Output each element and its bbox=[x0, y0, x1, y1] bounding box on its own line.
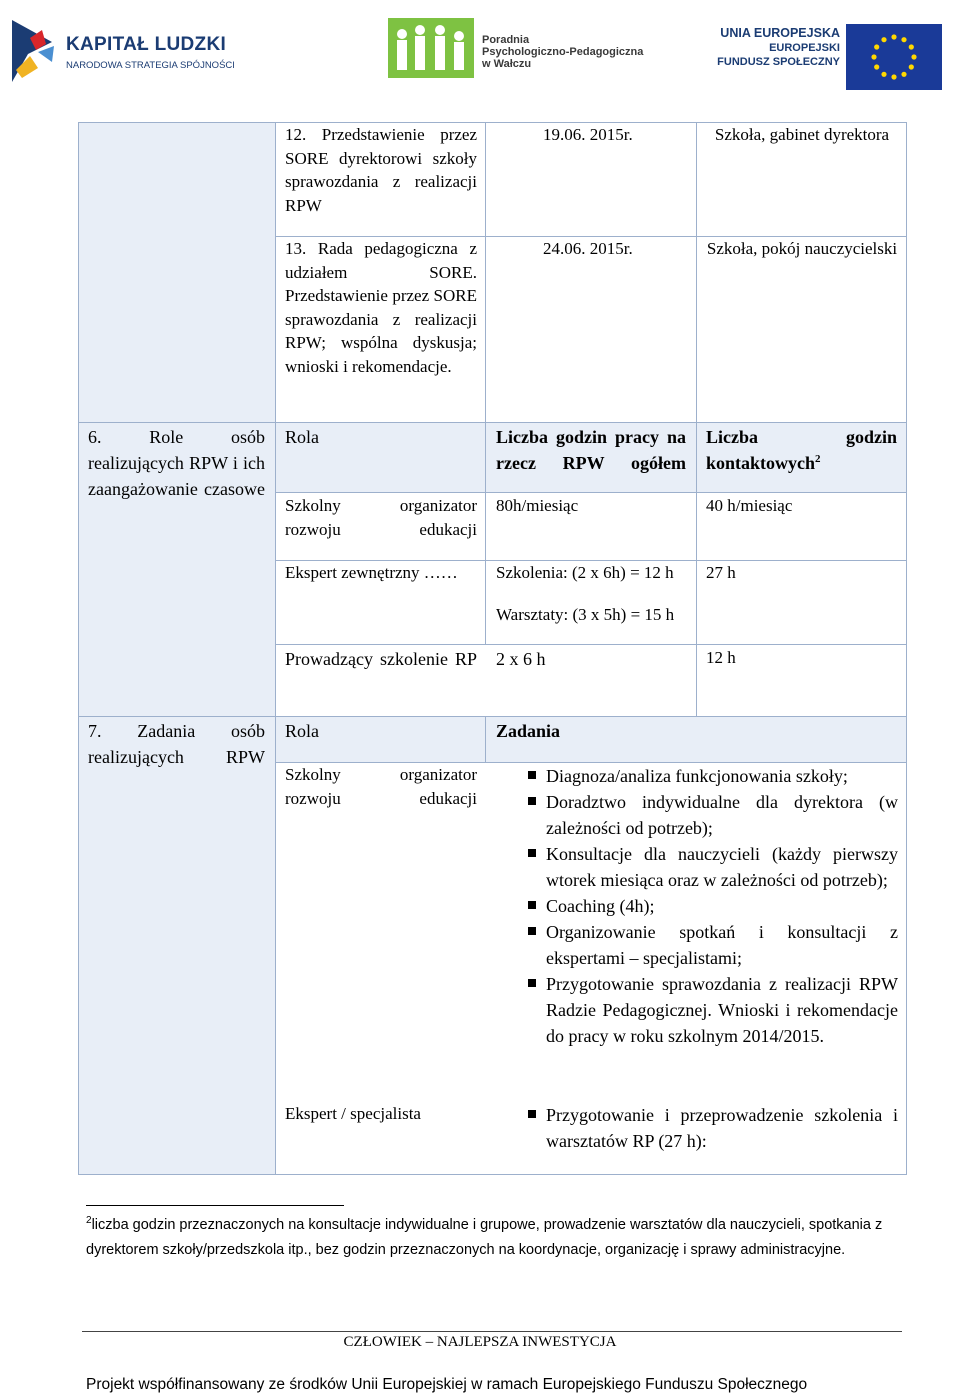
divider bbox=[275, 122, 276, 1175]
eu-line1: UNIA EUROPEJSKA bbox=[720, 26, 840, 40]
poradnia-line3: w Wałczu bbox=[482, 58, 532, 70]
schedule-activity: 12. Przedstawienie przez SORE dyrektorowi szkoły sprawozdania z realizacji RPW bbox=[285, 125, 477, 215]
schedule-place: Szkoła, pokój nauczycielski bbox=[706, 239, 898, 258]
hours-total-header: Liczba godzin pracy na rzecz RPW ogółem bbox=[496, 427, 686, 473]
divider bbox=[276, 492, 907, 493]
bullet-icon bbox=[528, 979, 536, 987]
tasks-header: Zadania bbox=[496, 721, 561, 741]
hours-total: 2 x 6 h bbox=[496, 649, 546, 669]
task-item bbox=[528, 919, 898, 971]
task-text: Przygotowanie sprawozdania z realizacji RPW Radzie Pedagogicznej. Wnioski i rekomendacje do pracy w roku szkolnym 2014/2015. bbox=[546, 974, 898, 1046]
eu-flag-icon bbox=[846, 24, 942, 90]
kapital-ludzki-subtitle: NARODOWA STRATEGIA SPÓJNOŚCI bbox=[66, 60, 235, 71]
role-header: Rola bbox=[285, 721, 319, 741]
task-text: Coaching (4h); bbox=[546, 896, 655, 916]
schedule-date: 24.06. 2015r. bbox=[543, 239, 633, 258]
divider bbox=[78, 716, 907, 717]
bullet-icon bbox=[528, 927, 536, 935]
divider bbox=[696, 122, 697, 422]
kapital-ludzki-star-icon bbox=[8, 12, 58, 84]
task-item bbox=[528, 763, 898, 789]
poradnia-line2: Psychologiczno-Pedagogiczna bbox=[482, 46, 644, 58]
bullet-icon bbox=[528, 797, 536, 805]
hours-contact-word2: godzin bbox=[845, 427, 897, 447]
hours-total: 80h/miesiąc bbox=[496, 496, 579, 515]
task-item bbox=[528, 971, 898, 1049]
bullet-icon bbox=[528, 771, 536, 779]
bullet-icon bbox=[528, 1110, 536, 1118]
schedule-activity: 13. Rada pedagogiczna z udziałem SORE. Przedstawienie przez SORE sprawozdania z realizacji RPW; wspólna dyskusja; wnioski i rekomendacje. bbox=[285, 239, 477, 376]
poradnia-name bbox=[482, 34, 643, 70]
role-name: Szkolny organizator rozwoju edukacji bbox=[285, 765, 477, 808]
eu-line2: EUROPEJSKI bbox=[769, 42, 840, 54]
role-name: Ekspert zewnętrzny …… bbox=[285, 563, 458, 582]
task-text: Diagnoza/analiza funkcjonowania szkoły; bbox=[546, 766, 848, 786]
divider bbox=[276, 644, 907, 645]
eu-text bbox=[712, 26, 840, 69]
bullet-icon bbox=[528, 901, 536, 909]
schedule-date: 19.06. 2015r. bbox=[543, 125, 633, 144]
task-text: Przygotowanie i przeprowadzenie szkolenia i warsztatów RP (27 h): bbox=[546, 1105, 898, 1151]
eu-logo bbox=[712, 18, 952, 84]
divider bbox=[485, 122, 486, 644]
task-text: Konsultacje dla nauczycieli (każdy pierwszy wtorek miesiąca oraz w zależności od potrzeb); bbox=[546, 844, 898, 890]
footer-separator bbox=[82, 1331, 902, 1332]
task-item bbox=[528, 1102, 898, 1154]
footnote-separator bbox=[86, 1205, 344, 1206]
task-text: Organizowanie spotkań i konsultacji z ekspertami – specjalistami; bbox=[546, 922, 898, 968]
bullet-icon bbox=[528, 849, 536, 857]
role-name: Szkolny organizator rozwoju edukacji bbox=[285, 496, 477, 539]
hours-contact-word3: kontaktowych bbox=[706, 453, 816, 473]
hours-contact: 40 h/miesiąc bbox=[706, 496, 793, 515]
hours-contact: 12 h bbox=[706, 648, 736, 667]
poradnia-people-icon bbox=[388, 18, 474, 78]
rpw-table bbox=[78, 122, 907, 1175]
footnote-mark: 2 bbox=[86, 1215, 92, 1227]
hours-contact-word1: Liczba bbox=[706, 427, 758, 447]
role-header: Rola bbox=[285, 427, 319, 447]
eu-line3: FUNDUSZ SPOŁECZNY bbox=[717, 56, 840, 68]
kapital-ludzki-title: KAPITAŁ LUDZKI bbox=[66, 34, 227, 55]
section6-label: 6. Role osób realizujących RPW i ich zaangażowanie czasowe bbox=[88, 427, 265, 499]
task-text: Doradztwo indywidualne dla dyrektora (w zależności od potrzeb); bbox=[546, 792, 898, 838]
hours-contact-line bbox=[706, 424, 897, 450]
hours-contact: 27 h bbox=[706, 563, 736, 582]
footer-project: Projekt współfinansowany ze środków Unii Europejskiej w ramach Europejskiego Funduszu Społecznego bbox=[86, 1376, 808, 1393]
task-item bbox=[528, 893, 898, 919]
divider bbox=[78, 422, 907, 423]
poradnia-logo bbox=[388, 18, 658, 80]
task-item bbox=[528, 841, 898, 893]
hours-total-workshops: Warsztaty: (3 x 5h) = 15 h bbox=[496, 605, 675, 624]
hours-total: Szkolenia: (2 x 6h) = 12 h bbox=[496, 563, 674, 582]
footnote-ref: 2 bbox=[815, 453, 821, 465]
divider bbox=[485, 716, 486, 762]
kapital-ludzki-logo bbox=[8, 12, 248, 86]
footer-motto: CZŁOWIEK – NAJLEPSZA INWESTYCJA bbox=[343, 1334, 617, 1350]
section7-label: 7. Zadania osób realizujących RPW bbox=[88, 721, 265, 767]
poradnia-line1: Poradnia bbox=[482, 34, 530, 46]
footnote bbox=[86, 1213, 906, 1263]
divider bbox=[696, 422, 697, 716]
role-name: Prowadzący szkolenie RP bbox=[285, 649, 477, 669]
footnote-text: liczba godzin przeznaczonych na konsultacje indywidualne i grupowe, prowadzenie warsztatów dla nauczycieli, spotkania z dyrektorem szkoły/przedszkola itp., bez godzin przeznaczonych na koordynacje, organizację i sprawy administracyjne. bbox=[86, 1217, 883, 1258]
task-item bbox=[528, 789, 898, 841]
role-name: Ekspert / specjalista bbox=[285, 1104, 421, 1123]
expert-task-list bbox=[528, 1102, 898, 1154]
schedule-place: Szkoła, gabinet dyrektora bbox=[714, 125, 890, 144]
hours-contact-header bbox=[706, 424, 897, 476]
sore-task-list bbox=[528, 763, 898, 1049]
